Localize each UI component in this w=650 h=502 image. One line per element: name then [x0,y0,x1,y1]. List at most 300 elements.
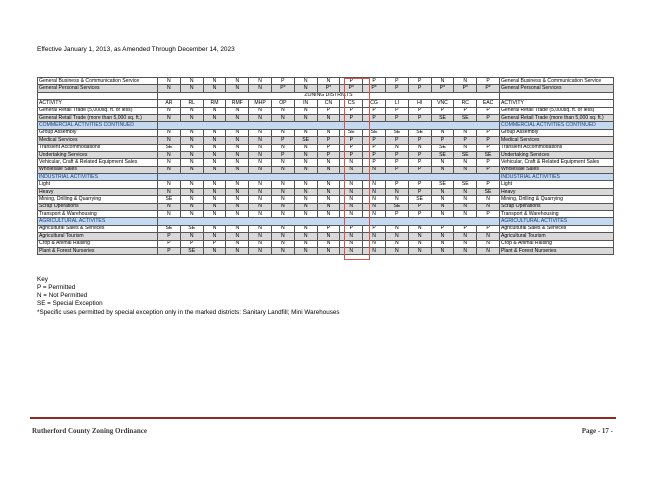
district-value: P [477,211,500,218]
activity-name-repeat: General Business & Communication Service [499,78,613,85]
district-header: HI [408,100,431,107]
district-value: SE [385,203,408,210]
activity-name-repeat: General Retail Trade (5,000sq. ft. or less) [499,107,613,114]
district-value: P [454,107,477,114]
district-value: N [431,240,454,247]
district-value: N [385,247,408,254]
district-header: RM [203,100,226,107]
table-row [38,107,614,114]
activity-name-repeat: Scrap Operations [499,203,613,210]
district-value: N [317,196,340,203]
district-value: N [226,137,249,144]
district-value: P* [363,85,386,92]
footnote: *Specific uses permitted by special exception only in the marked districts: Sanitary Landfill; Mini Warehouses [37,309,340,316]
district-value: N [271,114,294,121]
district-value: N [363,188,386,195]
district-value: P* [431,85,454,92]
district-value: N [203,247,226,254]
district-value: P [385,78,408,85]
district-value: P [271,151,294,158]
district-value: P [385,151,408,158]
table-row [38,181,614,188]
district-value: N [454,233,477,240]
district-value: SE [158,144,181,151]
district-header: CN [317,100,340,107]
district-value: N [477,247,500,254]
district-value: N [294,151,317,158]
district-value: SE [363,129,386,136]
district-value: N [226,159,249,166]
district-value: N [158,85,181,92]
table-row [38,129,614,136]
district-value: N [158,211,181,218]
district-value: N [385,240,408,247]
blank-cell [499,92,613,99]
district-value: N [294,247,317,254]
section-title-repeat: AGRICULTURAL ACTIVITES [499,218,613,225]
district-value: N [431,159,454,166]
district-value: N [271,188,294,195]
district-value: N [180,166,203,173]
district-value: SE [431,151,454,158]
district-header: OP [271,100,294,107]
activity-name-repeat: Plant & Forest Nurseries [499,247,613,254]
district-value: P [340,114,363,121]
blank-cell [38,92,158,99]
district-value: N [180,144,203,151]
district-value: P [385,137,408,144]
district-value: N [249,78,272,85]
activity-name-repeat: Light [499,181,613,188]
activity-name-repeat: Vehicular, Craft & Related Equipment Sales [499,159,613,166]
table-row [38,247,614,254]
district-value: N [340,196,363,203]
district-value: SE [454,181,477,188]
district-value: N [226,78,249,85]
district-value: N [454,166,477,173]
activity-name: General Retail Trade (more than 5,000 sq. ft.) [38,114,158,121]
district-value: N [158,114,181,121]
district-value: N [408,225,431,232]
section-header-row [38,218,614,225]
district-value: N [454,196,477,203]
district-value: N [249,240,272,247]
district-value: N [180,159,203,166]
district-value: N [180,85,203,92]
district-value: N [158,129,181,136]
district-header: RMF [226,100,249,107]
district-value: P [431,137,454,144]
district-value: P [385,211,408,218]
district-value: P [340,107,363,114]
district-value: N [226,166,249,173]
district-value: N [408,240,431,247]
district-value: P [454,137,477,144]
district-value: P [340,78,363,85]
district-value: N [226,203,249,210]
district-value: SE [477,188,500,195]
district-header: RL [180,100,203,107]
district-value: SE [158,225,181,232]
district-value: N [226,188,249,195]
district-value: N [203,114,226,121]
district-value: N [226,196,249,203]
district-value: N [203,203,226,210]
district-value: N [294,85,317,92]
district-value: N [340,240,363,247]
district-header: LI [385,100,408,107]
district-value: SE [294,137,317,144]
district-value: N [454,144,477,151]
district-value: N [294,166,317,173]
district-value: N [226,247,249,254]
district-value: N [317,129,340,136]
table-row [38,151,614,158]
district-value: N [363,181,386,188]
district-value: N [158,107,181,114]
district-value: N [431,129,454,136]
district-value: N [203,181,226,188]
district-value: N [226,211,249,218]
district-value: P [271,137,294,144]
district-value: N [477,240,500,247]
district-value: P [340,137,363,144]
district-value: P [385,159,408,166]
section-title-repeat: INDUSTRIAL ACTIVITIES [499,174,613,181]
district-value: P [408,137,431,144]
table-row [38,196,614,203]
district-value: N [226,144,249,151]
district-value: N [294,225,317,232]
district-value: P [408,78,431,85]
district-value: N [203,159,226,166]
district-value: P [454,225,477,232]
district-value: N [477,203,500,210]
table-row [38,85,614,92]
district-value: N [408,233,431,240]
activity-name: Vehicular, Craft & Related Equipment Sales [38,159,158,166]
district-value: N [385,225,408,232]
activity-header-repeat: ACTIVITY [499,100,613,107]
district-value: N [226,233,249,240]
district-value: N [249,203,272,210]
district-value: SE [408,129,431,136]
table-row [38,114,614,121]
district-value: SE [431,144,454,151]
district-value: P [317,225,340,232]
activity-name: Wholesale Sales [38,166,158,173]
district-value: N [203,233,226,240]
district-value: N [158,137,181,144]
district-value: P [158,240,181,247]
district-value: N [249,196,272,203]
section-spacer [158,122,500,129]
section-spacer [158,218,500,225]
district-value: N [363,203,386,210]
district-value: P [385,166,408,173]
district-value: N [158,166,181,173]
district-value: N [385,196,408,203]
district-value: N [203,137,226,144]
district-value: N [294,196,317,203]
district-value: N [340,159,363,166]
district-value: N [180,233,203,240]
district-value: P [363,137,386,144]
activity-name: Agricultural Sales & Services [38,225,158,232]
district-value: N [203,129,226,136]
district-value: SE [431,114,454,121]
district-value: SE [454,114,477,121]
district-value: N [180,203,203,210]
district-value: SE [180,247,203,254]
district-value: N [317,188,340,195]
table-row [38,211,614,218]
activity-name-repeat: General Personal Services [499,85,613,92]
district-value: N [271,211,294,218]
district-value: P [317,151,340,158]
district-value: N [317,203,340,210]
district-value: N [363,196,386,203]
section-title: AGRICULTURAL ACTIVITES [38,218,158,225]
district-value: SE [180,225,203,232]
district-value: N [249,247,272,254]
district-value: P [408,203,431,210]
district-value: P [408,107,431,114]
district-value: N [180,196,203,203]
district-value: P [340,225,363,232]
activity-name-repeat: Transient Accommodations [499,144,613,151]
district-value: N [226,225,249,232]
district-value: N [294,107,317,114]
district-value: N [454,247,477,254]
district-value: N [249,107,272,114]
district-value: N [317,114,340,121]
district-value: N [454,211,477,218]
district-value: N [249,211,272,218]
district-value: N [294,233,317,240]
activity-name: Undertaking Services [38,151,158,158]
table-row [38,233,614,240]
district-value: N [180,78,203,85]
district-value: N [249,225,272,232]
district-value: N [271,203,294,210]
activity-name: General Personal Services [38,85,158,92]
district-value: P [363,78,386,85]
district-value: N [180,181,203,188]
district-value: P [158,247,181,254]
district-value: N [340,233,363,240]
district-value: N [249,188,272,195]
district-value: N [226,114,249,121]
district-value: N [180,211,203,218]
district-value: N [180,107,203,114]
district-value: N [294,181,317,188]
page-number: Page - 17 - [581,427,613,435]
activity-name: Agricultural Tourism [38,233,158,240]
table-row [38,159,614,166]
district-value: N [249,144,272,151]
district-value: P [477,225,500,232]
district-value: N [226,129,249,136]
district-header: RC [454,100,477,107]
district-value: P* [340,85,363,92]
district-value: N [249,151,272,158]
district-value: N [203,211,226,218]
district-value: N [271,159,294,166]
district-value: P [363,225,386,232]
activity-name-repeat: General Retail Trade (more than 5,000 sq. ft.) [499,114,613,121]
district-value: N [249,181,272,188]
district-header: CS [340,100,363,107]
district-value: P [385,107,408,114]
district-value: N [454,129,477,136]
activity-name: Medical Services [38,137,158,144]
activity-name: Transient Accommodations [38,144,158,151]
district-value: N [271,129,294,136]
district-value: N [385,233,408,240]
activity-name-repeat: Medical Services [499,137,613,144]
district-value: N [317,247,340,254]
district-value: N [431,211,454,218]
district-value: P [363,144,386,151]
district-value: N [408,144,431,151]
district-value: N [294,78,317,85]
district-value: N [271,144,294,151]
district-value: N [340,166,363,173]
section-title: INDUSTRIAL ACTIVITIES [38,174,158,181]
table-row [38,188,614,195]
legend-key [37,276,103,308]
district-value: N [249,137,272,144]
district-value: N [249,233,272,240]
district-value: N [431,233,454,240]
district-value: P* [317,85,340,92]
district-value: N [317,211,340,218]
table-row [38,225,614,232]
district-value: P [363,151,386,158]
key-item-not-permitted: N = Not Permitted [37,292,88,299]
activity-name-repeat: Agricultural Sales & Services [499,225,613,232]
district-value: P* [477,85,500,92]
district-value: N [294,144,317,151]
district-header: AR [158,100,181,107]
district-value: N [408,247,431,254]
district-value: SE [477,151,500,158]
district-value: P [385,114,408,121]
district-value: N [249,159,272,166]
district-value: P [203,240,226,247]
district-value: N [454,159,477,166]
district-value: N [158,159,181,166]
activity-name: Group Assembly [38,129,158,136]
district-value: N [340,203,363,210]
district-value: N [431,166,454,173]
district-value: P [431,225,454,232]
district-value: N [249,166,272,173]
district-header: CG [363,100,386,107]
district-value: N [226,181,249,188]
activity-name-repeat: Wholesale Sales [499,166,613,173]
district-value: N [203,166,226,173]
activity-name: Mining, Drilling & Quarrying [38,196,158,203]
district-value: N [363,211,386,218]
district-value: N [431,188,454,195]
district-value: P [363,107,386,114]
activity-name-repeat: Crop & Animal Raising [499,240,613,247]
district-value: P [477,78,500,85]
district-value: P [340,144,363,151]
district-value: N [203,144,226,151]
table-row [38,203,614,210]
district-value: N [271,166,294,173]
district-value: N [431,196,454,203]
district-value: N [203,188,226,195]
district-value: P* [271,85,294,92]
district-value: P* [454,85,477,92]
district-value: N [340,181,363,188]
district-value: N [180,137,203,144]
district-value: N [454,188,477,195]
district-value: P [408,166,431,173]
district-value: P [180,240,203,247]
district-value: N [271,240,294,247]
activity-name: Light [38,181,158,188]
district-value: N [180,151,203,158]
district-value: N [271,107,294,114]
district-value: N [158,203,181,210]
district-value: N [249,114,272,121]
activity-name: General Business & Communication Service [38,78,158,85]
activity-header: ACTIVITY [38,100,158,107]
district-value: N [203,78,226,85]
district-value: P [408,85,431,92]
activity-name: Heavy [38,188,158,195]
zoning-districts-row [38,92,614,99]
district-value: N [317,159,340,166]
district-value: N [317,181,340,188]
district-value: N [317,166,340,173]
district-value: P [385,181,408,188]
district-value: N [454,203,477,210]
district-header: EAC [477,100,500,107]
district-value: N [317,240,340,247]
district-value: P [477,144,500,151]
district-value: N [363,247,386,254]
district-value: P [317,107,340,114]
key-title: Key [37,276,48,283]
column-header-row [38,100,614,107]
key-item-special-exception: SE = Special Exception [37,300,103,307]
district-value: SE [385,129,408,136]
activity-name-repeat: Transport & Warehousing [499,211,613,218]
zoning-districts-label: ZONING DISTRICTS [158,92,500,99]
district-value: N [363,233,386,240]
section-title: COMMERCIAL ACTIVITIES CONTINUED [38,122,158,129]
district-value: N [226,85,249,92]
footer-rule [30,417,616,419]
district-value: P [477,166,500,173]
district-value: N [431,247,454,254]
activity-name-repeat: Heavy [499,188,613,195]
district-value: N [454,78,477,85]
district-value: N [226,240,249,247]
district-value: N [158,151,181,158]
district-header: VNC [431,100,454,107]
activity-name-repeat: Mining, Drilling & Quarrying [499,196,613,203]
district-value: P [271,78,294,85]
district-value: N [203,151,226,158]
district-value: N [477,196,500,203]
